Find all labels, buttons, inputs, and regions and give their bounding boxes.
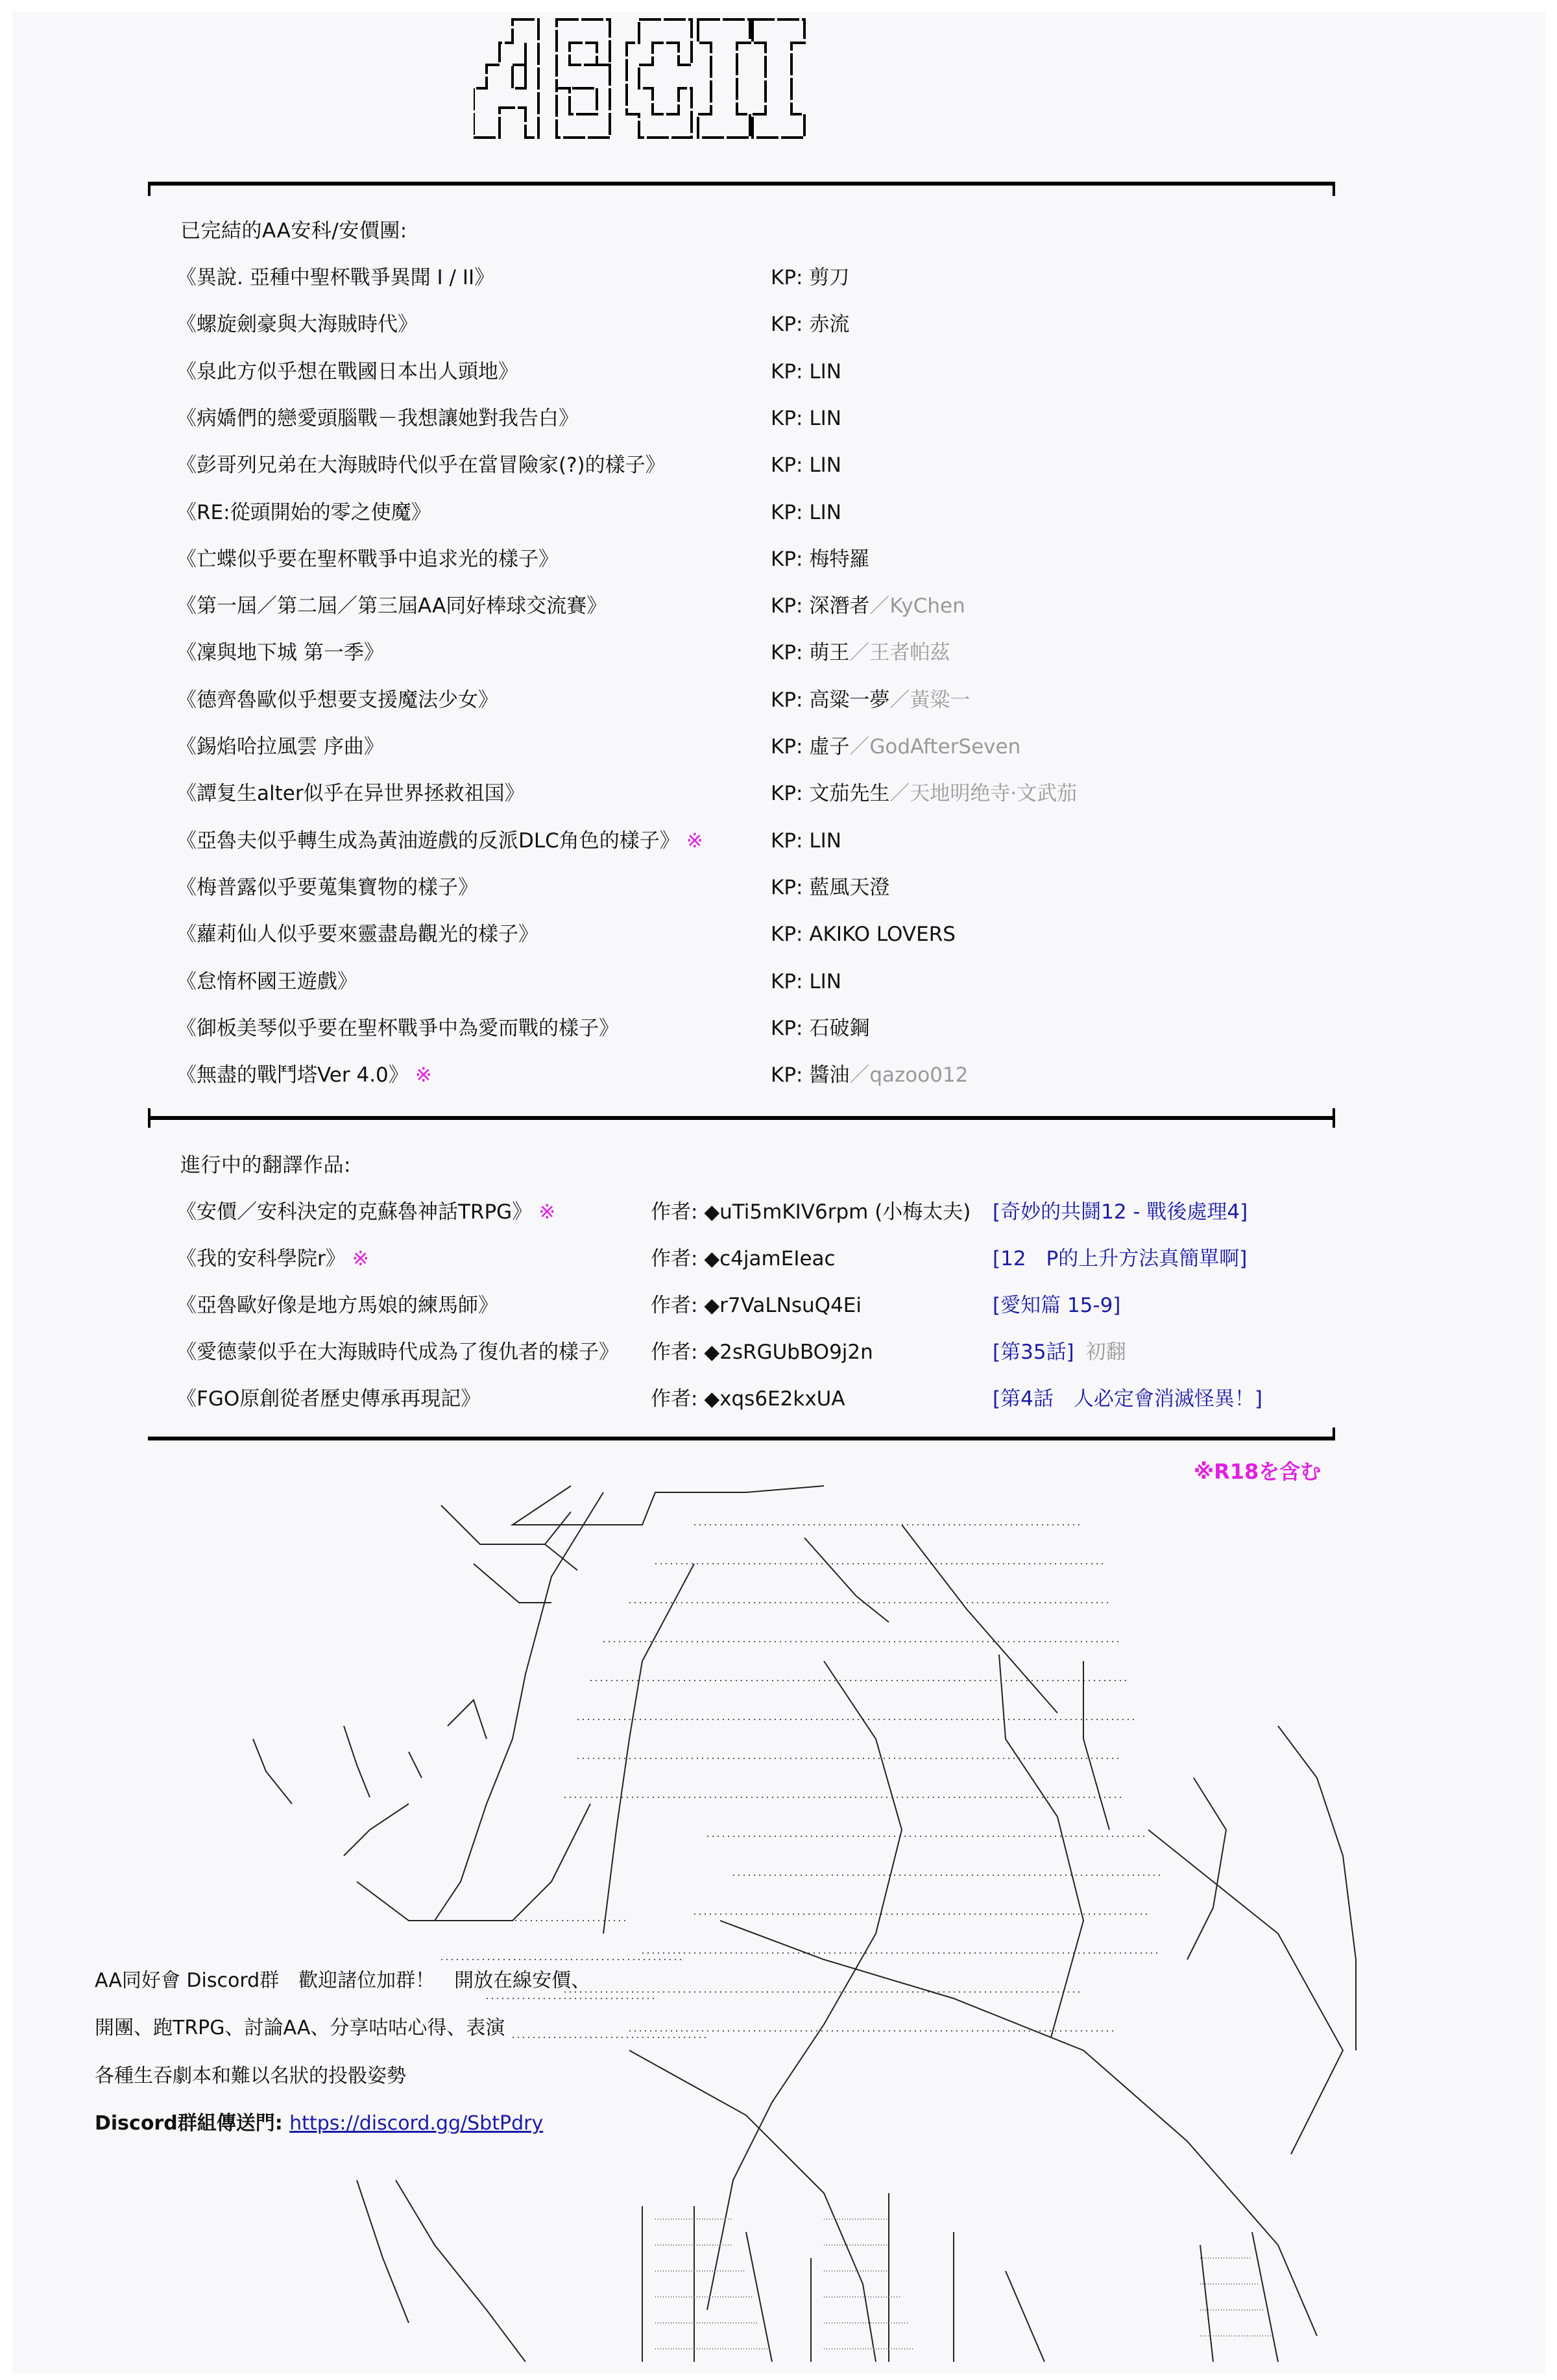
work-title[interactable]: 《怠惰杯國王遊戲》 [176, 969, 357, 993]
ongoing-heading: 進行中的翻譯作品: [180, 1154, 351, 1177]
kp-credit [771, 359, 841, 385]
chapter-link[interactable]: [愛知篇 15-9] [993, 1294, 1121, 1317]
work-title[interactable]: 《異說. 亞種中聖杯戰爭異聞 I / II》 [176, 266, 495, 289]
kp-prefix: KP: [771, 782, 810, 806]
author-prefix: 作者: [651, 1294, 705, 1317]
kp-prefix: KP: [771, 1063, 810, 1087]
completed-item [0, 406, 1557, 431]
kp-alt-name: ／qazoo012 [849, 1063, 969, 1087]
kp-name: AKIKO LOVERS [809, 923, 956, 947]
r18-legend: ※R18を含む [1194, 1459, 1322, 1484]
kp-alt-name: ／天地明绝寺·文武茄 [889, 782, 1078, 806]
kp-prefix: KP: [771, 500, 810, 524]
work-title[interactable]: 《錫焰哈拉風雲 序曲》 [176, 735, 384, 759]
divider-bottom [148, 1437, 1335, 1440]
author-trip: ◆uTi5mKIV6rpm (小梅太夫) [704, 1200, 971, 1224]
work-title[interactable]: 《病嬌們的戀愛頭腦戰－我想讓她對我告白》 [176, 406, 579, 430]
discord-line-1: AA同好會 Discord群 歡迎諸位加群！ 開放在線安價、 [95, 1969, 591, 1992]
discord-link-row [95, 2111, 543, 2137]
kp-prefix: KP: [771, 641, 810, 665]
kp-prefix: KP: [771, 735, 810, 759]
kp-name: 梅特羅 [809, 547, 870, 571]
author-trip: ◆r7VaLNsuQ4Ei [704, 1294, 862, 1317]
kp-name: 高粱一夢 [809, 688, 890, 712]
discord-line-2: 開團、跑TRPG、討論AA、分享咕咕心得、表演 [95, 2017, 505, 2039]
kp-prefix: KP: [771, 454, 810, 478]
work-title[interactable]: 《凜與地下城 第一季》 [176, 641, 384, 665]
kp-credit [771, 593, 965, 619]
work-title[interactable]: 《譚复生alter似乎在异世界拯救祖国》 [176, 782, 525, 806]
work-title[interactable]: 《我的安科學院r》 ※ [176, 1247, 369, 1270]
completed-item [0, 734, 1557, 760]
kp-prefix: KP: [771, 969, 810, 993]
work-title[interactable]: 《亡蝶似乎要在聖杯戰爭中追求光的樣子》 [176, 547, 559, 571]
kp-prefix: KP: [771, 594, 810, 618]
kp-prefix: KP: [771, 406, 810, 430]
r18-mark: ※ [538, 1200, 556, 1224]
chapter-note: 初翻 [1085, 1341, 1126, 1364]
kp-prefix: KP: [771, 829, 810, 853]
kp-name: 醬油 [809, 1063, 850, 1087]
work-title[interactable]: 《彭哥列兄弟在大海賊時代似乎在當冒險家(?)的樣子》 [176, 454, 666, 478]
kp-credit [771, 311, 849, 337]
completed-item [0, 969, 1557, 995]
work-title[interactable]: 《亞魯歐好像是地方馬娘的練馬師》 [176, 1294, 498, 1317]
work-title[interactable]: 《梅普露似乎要蒐集寶物的樣子》 [176, 875, 478, 899]
kp-prefix: KP: [771, 266, 810, 289]
chapter-link[interactable]: [第35話] 初翻 [993, 1341, 1126, 1364]
ongoing-item [0, 1386, 1557, 1412]
kp-prefix: KP: [771, 688, 810, 712]
ongoing-item [0, 1199, 1557, 1225]
kp-name: 剪刀 [809, 266, 850, 289]
kp-credit [771, 546, 869, 572]
kp-credit [771, 406, 841, 431]
kp-name: LIN [809, 500, 841, 524]
completed-heading: 已完結的AA安科/安價團: [180, 219, 407, 243]
divider-middle [148, 1116, 1335, 1120]
ongoing-item [0, 1246, 1557, 1272]
chapter-link[interactable]: [第4話 人必定會消滅怪異！] [993, 1387, 1262, 1411]
kp-prefix: KP: [771, 313, 810, 337]
work-title[interactable]: 《RE:從頭開始的零之使魔》 [176, 500, 431, 524]
completed-item [0, 546, 1557, 572]
author-trip: ◆c4jamEIeac [704, 1247, 836, 1270]
completed-item [0, 640, 1557, 666]
completed-item [0, 311, 1557, 337]
work-title[interactable]: 《愛德蒙似乎在大海賊時代成為了復仇者的樣子》 [176, 1341, 619, 1364]
kp-credit [771, 828, 841, 854]
work-title[interactable]: 《御板美琴似乎要在聖杯戰爭中為愛而戰的樣子》 [176, 1016, 619, 1040]
kp-name: 石破鋼 [809, 1016, 870, 1040]
ascii-logo [474, 17, 973, 140]
author-credit [651, 1293, 862, 1318]
kp-credit [771, 875, 889, 901]
kp-name: LIN [809, 359, 841, 383]
author-trip: ◆2sRGUbBO9j2n [704, 1341, 873, 1364]
kp-prefix: KP: [771, 547, 810, 571]
completed-item [0, 781, 1557, 807]
author-prefix: 作者: [651, 1341, 705, 1364]
work-title[interactable]: 《螺旋劍豪與大海賊時代》 [176, 313, 418, 337]
work-title[interactable]: 《德齊魯歐似乎想要支援魔法少女》 [176, 688, 498, 712]
ongoing-item [0, 1293, 1557, 1318]
kp-credit [771, 1015, 869, 1041]
divider-top [148, 182, 1335, 186]
kp-name: 藍風天澄 [809, 875, 890, 899]
ascii-art-illustration [240, 1466, 1408, 2375]
kp-credit [771, 781, 1077, 807]
kp-name: 虛子 [809, 735, 850, 759]
completed-item [0, 500, 1557, 526]
kp-prefix: KP: [771, 923, 810, 947]
discord-invite-link[interactable]: https://discord.gg/SbtPdry [289, 2112, 544, 2135]
kp-alt-name: ／黃粱一 [889, 688, 971, 712]
author-credit [651, 1246, 836, 1272]
kp-prefix: KP: [771, 1016, 810, 1040]
work-title[interactable]: 《無盡的戰鬥塔Ver 4.0》 ※ [176, 1063, 432, 1087]
work-title[interactable]: 《泉此方似乎想在戰國日本出人頭地》 [176, 359, 518, 383]
kp-credit [771, 969, 841, 995]
kp-name: LIN [809, 969, 841, 993]
chapter-link[interactable]: [奇妙的共鬪12 - 戰後處理4] [993, 1200, 1248, 1224]
kp-credit [771, 734, 1020, 760]
completed-item [0, 687, 1557, 713]
kp-credit [771, 1062, 968, 1088]
author-prefix: 作者: [651, 1247, 705, 1270]
completed-item [0, 828, 1557, 854]
kp-prefix: KP: [771, 875, 810, 899]
completed-item [0, 875, 1557, 901]
completed-item [0, 359, 1557, 385]
work-title[interactable]: 《亞魯夫似乎轉生成為黃油遊戲的反派DLC角色的樣子》 ※ [176, 829, 703, 853]
kp-alt-name: ／GodAfterSeven [849, 735, 1021, 759]
ongoing-item [0, 1339, 1557, 1365]
work-title[interactable]: 《蘿莉仙人似乎要來靈盡島觀光的樣子》 [176, 923, 538, 947]
author-credit [651, 1386, 845, 1412]
kp-credit [771, 265, 849, 291]
kp-alt-name: ／王者帕茲 [849, 641, 950, 665]
kp-name: LIN [809, 454, 841, 478]
discord-link-label: Discord群組傳送門: [95, 2112, 290, 2135]
r18-mark: ※ [686, 829, 703, 853]
kp-name: 文茄先生 [809, 782, 890, 806]
kp-name: LIN [809, 829, 841, 853]
completed-item [0, 265, 1557, 291]
author-prefix: 作者: [651, 1387, 705, 1411]
author-trip: ◆xqs6E2kxUA [704, 1387, 845, 1411]
kp-alt-name: ／KyChen [869, 594, 965, 618]
chapter-link[interactable]: [12 P的上升方法真簡單啊] [993, 1247, 1248, 1270]
kp-credit [771, 687, 970, 713]
author-credit [651, 1199, 971, 1225]
completed-item [0, 593, 1557, 619]
r18-mark: ※ [352, 1247, 369, 1270]
completed-item [0, 921, 1557, 947]
kp-credit [771, 640, 950, 666]
kp-name: 赤流 [809, 313, 850, 337]
completed-item [0, 1015, 1557, 1041]
kp-name: 深潛者 [809, 594, 870, 618]
kp-credit [771, 921, 956, 947]
kp-credit [771, 452, 841, 478]
kp-name: 萌王 [809, 641, 850, 665]
kp-prefix: KP: [771, 359, 810, 383]
kp-credit [771, 500, 841, 526]
author-credit [651, 1339, 873, 1365]
completed-item [0, 1062, 1557, 1088]
work-title[interactable]: 《第一屆／第二屆／第三屆AA同好棒球交流賽》 [176, 594, 607, 618]
work-title[interactable]: 《FGO原創從者歷史傳承再現記》 [176, 1387, 481, 1411]
kp-name: LIN [809, 406, 841, 430]
discord-line-3: 各種生吞劇本和難以名狀的投骰姿勢 [95, 2065, 406, 2087]
completed-item [0, 452, 1557, 478]
work-title[interactable]: 《安價／安科決定的克蘇魯神話TRPG》 ※ [176, 1200, 556, 1224]
r18-mark: ※ [415, 1063, 432, 1087]
author-prefix: 作者: [651, 1200, 705, 1224]
